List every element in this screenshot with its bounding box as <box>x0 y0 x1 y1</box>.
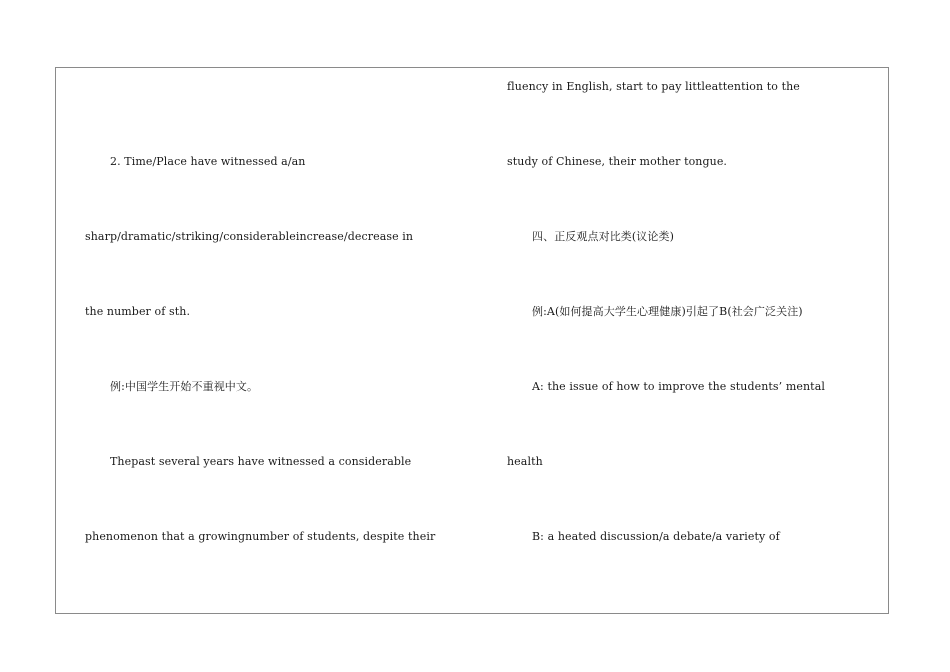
text-line: B: a heated discussion/a debate/a variety of <box>532 530 780 543</box>
text-line: fluency in English, start to pay littleattention to the <box>507 80 800 93</box>
text-line: 2. Time/Place have witnessed a/an <box>110 155 306 168</box>
text-line: 例:中国学生开始不重视中文。 <box>110 380 259 393</box>
text-line: phenomenon that a growingnumber of students, despite their <box>85 530 436 543</box>
text-line: study of Chinese, their mother tongue. <box>507 155 728 168</box>
text-line: Thepast several years have witnessed a considerable <box>110 455 412 468</box>
text-line: health <box>507 455 543 468</box>
text-line: 例:A(如何提高大学生心理健康)引起了B(社会广泛关注) <box>532 305 803 318</box>
text-line: the number of sth. <box>85 305 191 318</box>
text-line: A: the issue of how to improve the students’ mental <box>532 380 825 393</box>
text-line: sharp/dramatic/striking/considerableincrease/decrease in <box>85 230 414 243</box>
section-heading: 四、正反观点对比类(议论类) <box>532 230 674 243</box>
